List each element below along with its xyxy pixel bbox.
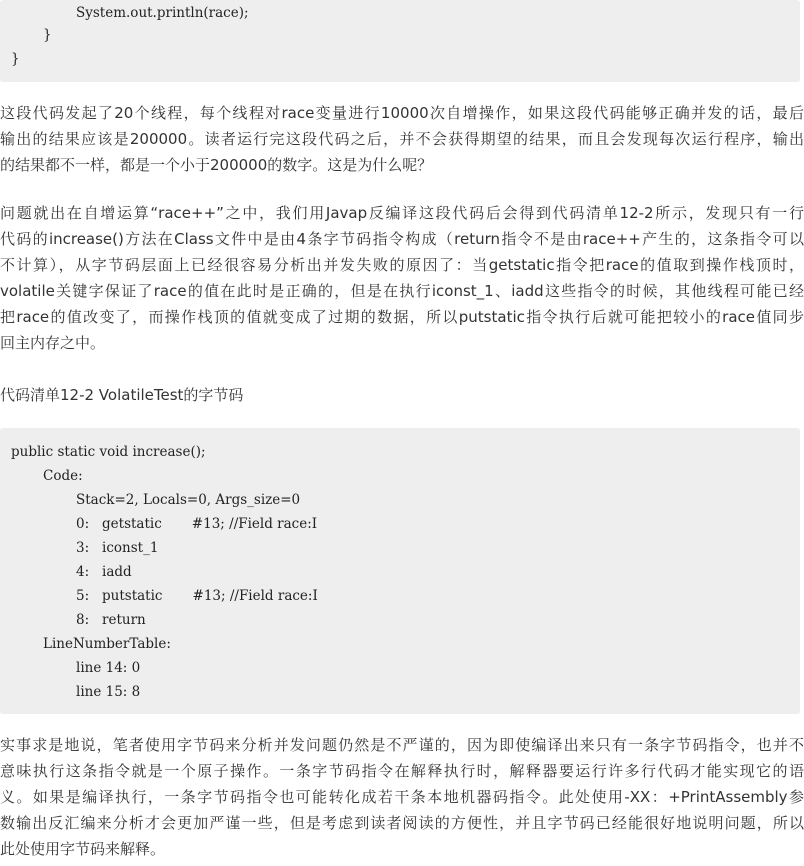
paragraph-atomicity-note (0, 732, 804, 862)
paragraph-line: 此处使用字节码来解释。 (0, 840, 166, 858)
code-line: public static void increase(); (11, 444, 206, 460)
code-block-bytecode (0, 428, 800, 714)
code-line: } (11, 51, 20, 67)
code-listing-caption: 代码清单12-2 VolatileTest的字节码 (0, 386, 244, 404)
paragraph-race-explanation (0, 100, 804, 178)
paragraph-line: 把race的值改变了，而操作栈顶的值就变成了过期的数据，所以putstatic指令执行后就可能把较小的race值同步 (0, 308, 804, 326)
code-line: line 15: 8 (76, 684, 141, 700)
paragraph-line: 输出的结果应该是200000。读者运行完这段代码之后，并不会获得期望的结果，而且会发现每次运行程序，输出 (0, 130, 804, 148)
code-line: 0: getstatic #13; //Field race:I (76, 516, 318, 532)
code-line: 8: return (76, 612, 146, 628)
code-line: Code: (43, 468, 83, 484)
code-line: System.out.println(race); (76, 5, 249, 21)
paragraph-line: 义。如果是编译执行，一条字节码指令也可能转化成若干条本地机器码指令。此处使用-XX：+PrintAssembly参 (0, 788, 804, 806)
paragraph-line: 问题就出在自增运算“race++”之中，我们用Javap反编译这段代码后会得到代码清单12-2所示，发现只有一行 (0, 204, 804, 222)
code-line: } (43, 27, 52, 43)
code-line: LineNumberTable: (43, 636, 171, 652)
paragraph-line: 不计算），从字节码层面上已经很容易分析出并发失败的原因了：当getstatic指令把race的值取到操作栈顶时， (0, 256, 804, 274)
code-line: Stack=2, Locals=0, Args_size=0 (76, 492, 301, 508)
code-block-top (0, 0, 800, 82)
code-line: 4: iadd (76, 564, 132, 580)
paragraph-line: 数输出反汇编来分析才会更加严谨一些，但是考虑到读者阅读的方便性，并且字节码已经能很好地说明问题，所以 (0, 814, 804, 832)
code-line: 5: putstatic #13; //Field race:I (76, 588, 318, 604)
paragraph-line: 意味执行这条指令就是一个原子操作。一条字节码指令在解释执行时，解释器要运行许多行代码才能实现它的语 (0, 762, 804, 780)
paragraph-problem-analysis (0, 200, 804, 356)
code-line: 3: iconst_1 (76, 540, 159, 556)
paragraph-line: 的结果都不一样，都是一个小于200000的数字。这是为什么呢？ (0, 156, 433, 174)
paragraph-line: volatile关键字保证了race的值在此时是正确的，但是在执行iconst_1、iadd这些指令的时候，其他线程可能已经 (0, 282, 804, 300)
paragraph-line: 代码的increase()方法在Class文件中是由4条字节码指令构成（return指令不是由race++产生的，这条指令可以 (0, 230, 804, 248)
paragraph-line: 实事求是地说，笔者使用字节码来分析并发问题仍然是不严谨的，因为即使编译出来只有一条字节码指令，也并不 (0, 736, 804, 754)
code-line: line 14: 0 (76, 660, 141, 676)
paragraph-line: 这段代码发起了20个线程，每个线程对race变量进行10000次自增操作，如果这段代码能够正确并发的话，最后 (0, 104, 804, 122)
paragraph-line: 回主内存之中。 (0, 334, 106, 352)
